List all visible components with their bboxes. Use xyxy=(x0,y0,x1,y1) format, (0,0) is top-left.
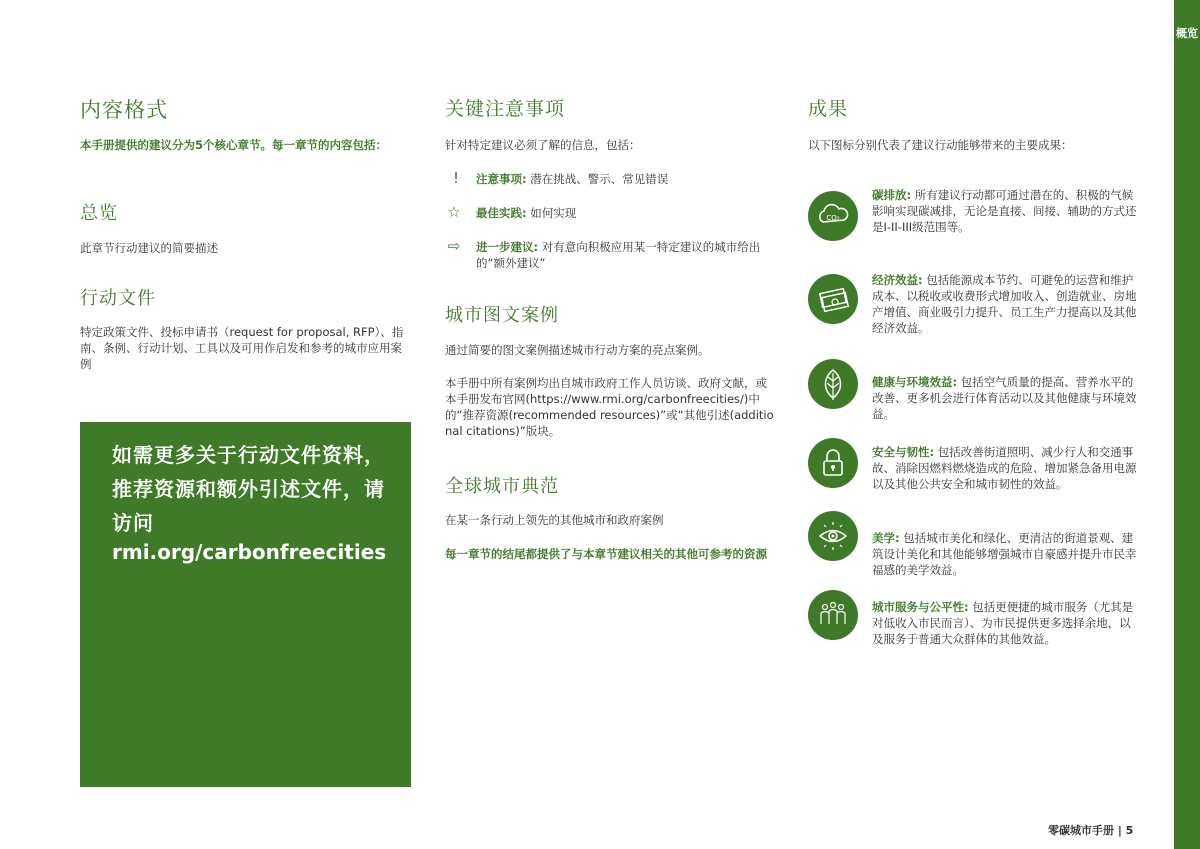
outcome-aesthetics xyxy=(872,530,1140,578)
outcome-health xyxy=(872,374,1140,422)
city-cases-text: 通过简要的图文案例描述城市行动方案的亮点案例。 xyxy=(445,343,710,357)
outcomes-intro: 以下图标分别代表了建议行动能够带来的主要成果： xyxy=(808,138,1073,152)
key-considerations-heading: 关键注意事项 xyxy=(445,98,566,120)
note-item-text: 潜在挑战、警示、常见错误 xyxy=(526,172,669,186)
outcome-text: 包括改善街道照明、减少行人和交通事故、消除因燃料燃烧造成的危险、增加紧急备用电源以及其他公共安全和城市韧性的效益。 xyxy=(872,445,1137,491)
exclamation-icon: ! xyxy=(452,169,459,187)
outcome-text: 包括更便捷的城市服务（尤其是对低收入市民而言）、为市民提供更多选择余地，以及服务于普通大众群体的其他效益。 xyxy=(872,600,1134,646)
side-tab-strip xyxy=(1174,0,1200,849)
leaf-icon xyxy=(808,359,858,409)
outcome-text: 所有建议行动都可通过潜在的、积极的气候影响实现碳减排，无论是直接、间接、辅助的方式还是I-II-III级范围等。 xyxy=(872,188,1137,234)
note-item-caution xyxy=(476,171,776,187)
outcome-text: 包括空气质量的提高、营养水平的改善、更多机会进行体育活动以及其他健康与环境效益。 xyxy=(872,375,1137,421)
star-icon: ☆ xyxy=(447,203,461,221)
eye-icon xyxy=(808,511,858,561)
outcome-label: 经济效益: xyxy=(872,273,923,287)
callout-text: 如需更多关于行动文件资料，推荐资源和额外引述文件，请访问 xyxy=(112,443,385,535)
note-item-text: 如何实现 xyxy=(526,206,577,220)
note-item-text: 对有意向积极应用某一特定建议的城市给出的“额外建议” xyxy=(476,240,761,270)
outcome-label: 城市服务与公平性: xyxy=(872,600,969,614)
callout-link[interactable]: rmi.org/carbonfreecities xyxy=(112,540,387,564)
callout-box xyxy=(80,422,411,787)
outcome-safety xyxy=(872,444,1140,492)
outcome-label: 安全与韧性: xyxy=(872,445,935,459)
outcome-carbon xyxy=(872,187,1140,235)
outcome-label: 碳排放: xyxy=(872,188,912,202)
action-documents-text: 特定政策文件、投标申请书（request for proposal, RFP）、指南、条例、行动计划、工具以及可用作启发和参考的城市应用案例 xyxy=(80,325,404,371)
outcome-services-equity xyxy=(872,599,1140,647)
lock-icon xyxy=(808,438,858,488)
svg-text:CO₂: CO₂ xyxy=(826,214,840,222)
note-item-label: 最佳实践: xyxy=(476,206,527,220)
page-footer: 零碳城市手册 | 5 xyxy=(1048,824,1134,837)
outcomes-heading: 成果 xyxy=(808,98,849,120)
note-item-label: 注意事项: xyxy=(476,172,527,186)
key-considerations-intro: 针对特定建议必须了解的信息，包括： xyxy=(445,138,641,152)
content-format-intro: 本手册提供的建议分为5个核心章节。每一章节的内容包括： xyxy=(80,138,387,152)
arrow-right-icon: ⇨ xyxy=(447,237,461,255)
city-cases-heading: 城市图文案例 xyxy=(445,305,559,326)
outcome-label: 健康与环境效益: xyxy=(872,375,958,389)
overview-heading: 总览 xyxy=(80,203,118,224)
outcome-economic xyxy=(872,272,1140,336)
action-documents-heading: 行动文件 xyxy=(80,288,156,309)
overview-text: 此章节行动建议的简要描述 xyxy=(80,241,218,255)
chapter-resources-note: 每一章节的结尾都提供了与本章节建议相关的其他可参考的资源 xyxy=(445,547,767,561)
money-icon xyxy=(808,274,858,324)
outcome-label: 美学: xyxy=(872,531,900,545)
note-item-label: 进一步建议: xyxy=(476,240,539,254)
co2-cloud-icon xyxy=(808,191,858,241)
people-icon xyxy=(808,590,858,640)
note-item-best-practice xyxy=(476,205,776,221)
city-cases-sources: 本手册中所有案例均出自城市政府工作人员访谈、政府文献，或本手册发布官网(https://www.rmi.org/carbonfreecities/)中的“推荐资源(recommended resources)”或“其他引述(additional citations)”版块。 xyxy=(445,376,774,438)
outcome-text: 包括城市美化和绿化、更清洁的街道景观、建筑设计美化和其他能够增强城市自豪感并提升市民幸福感的美学效益。 xyxy=(872,531,1137,577)
content-format-heading: 内容格式 xyxy=(80,98,168,122)
global-cities-heading: 全球城市典范 xyxy=(445,476,559,497)
side-tab-label: 概览 xyxy=(1176,27,1198,40)
note-item-further-advice xyxy=(476,239,776,271)
outcome-text: 包括能源成本节约、可避免的运营和维护成本、以税收或收费形式增加收入、创造就业、房地产增值、商业吸引力提升、员工生产力提高以及其他经济效益。 xyxy=(872,273,1137,335)
global-cities-text: 在某一条行动上领先的其他城市和政府案例 xyxy=(445,513,664,527)
